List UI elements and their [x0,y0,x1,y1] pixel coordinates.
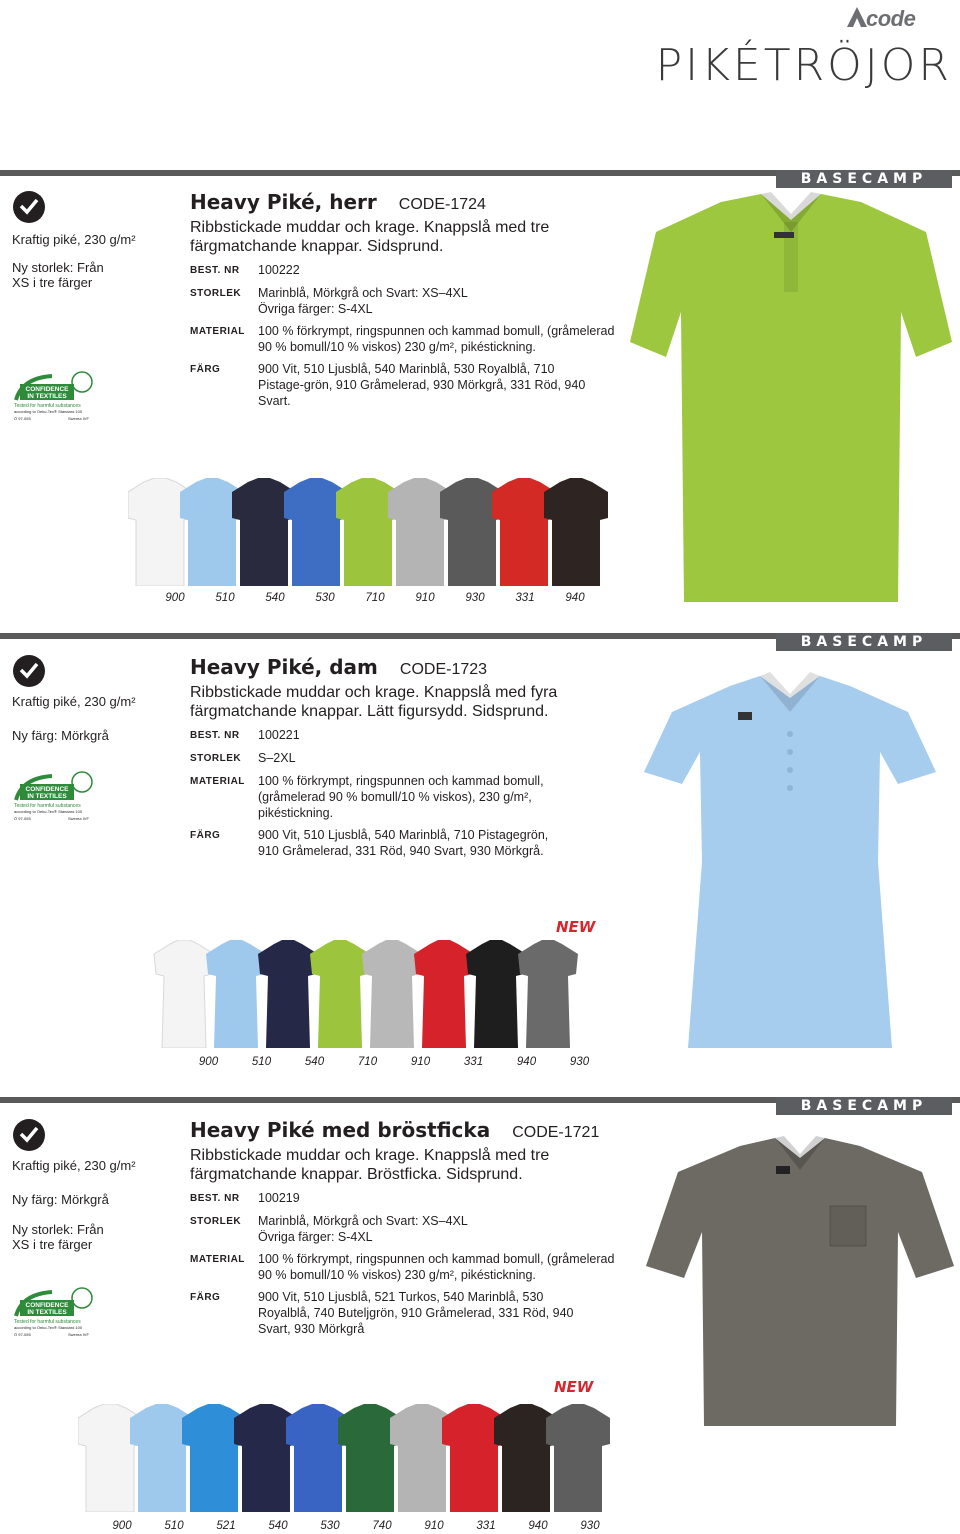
spec-value: Marinblå, Mörkgrå och Svart: XS–4XL Övriga färger: S-4XL [258,1214,468,1244]
quality-check-icon [12,1118,46,1152]
product-description: Ribbstickade muddar och krage. Knappslå med fyra färgmatchande knappar. Lätt figursydd. Sidsprund. [190,684,558,720]
color-code: 331 [476,1520,496,1532]
spec-row [190,1213,620,1245]
color-code: 710 [365,592,385,604]
spec-label: FÄRG [190,1292,221,1303]
oeko-line3: Tested for harmful substances [14,403,81,409]
oeko-line3: Tested for harmful substances [14,1319,81,1325]
color-code: 521 [216,1520,236,1532]
quality-check-icon [12,190,46,224]
spec-row [190,361,620,409]
color-swatches [128,478,628,588]
color-code: 900 [198,1056,219,1068]
spec-value: 100 % förkrympt, ringspunnen och kammad bomull, (gråmelerad 90 % bomull/10 % viskos) 230 g/m², pikéstickning. [258,324,615,354]
color-code: 331 [515,592,535,604]
color-code: 940 [516,1056,537,1068]
spec-label: MATERIAL [190,326,245,337]
oeko-line4: according to Oeko-Tex® Standard 100 [14,1325,83,1330]
oeko-line2: IN TEXTILES [27,793,67,800]
oeko-tex-logo-icon [12,370,96,422]
color-code: 510 [251,1056,272,1068]
new-color-info: Ny färg: Mörkgrå [12,728,109,743]
color-code: 331 [463,1056,484,1068]
swatch-shirt [516,940,580,1048]
spec-row [190,1190,620,1207]
product-title [190,190,620,214]
color-code: 510 [164,1520,184,1532]
brand-logo [846,4,954,32]
size-info: Ny storlek: Från XS i tre färger [12,1222,104,1252]
new-color-info: Ny färg: Mörkgrå [12,1192,109,1207]
spec-value: S–2XL [258,751,296,765]
color-swatches [152,940,652,1050]
weight-info: Kraftig piké, 230 g/m² [12,694,136,709]
swatch-shirt [544,478,608,586]
quality-check-icon [12,654,46,688]
spec-label: STORLEK [190,1216,242,1227]
spec-value: 100219 [258,1191,300,1205]
page-title: PIKÉTRÖJOR [655,40,952,91]
new-badge: NEW [556,918,596,936]
color-code: 540 [265,592,285,604]
spec-row [190,1289,620,1337]
spec-value: 900 Vit, 510 Ljusblå, 521 Turkos, 540 Marinblå, 530 Royalblå, 740 Buteljgrön, 910 Gråmelerad, 331 Röd, 940 Svart, 930 Mörkgrå [258,1290,574,1336]
basecamp-badge: BASECAMP [776,170,952,188]
hero-shirt-image [626,192,952,612]
oeko-line1: CONFIDENCE [25,1302,69,1309]
spec-row [190,773,620,821]
product-description: Ribbstickade muddar och krage. Knappslå med tre färgmatchande knappar. Sidsprund. [190,219,550,255]
color-code: 930 [569,1056,590,1068]
color-code-row [182,1056,606,1068]
oeko-tex-logo-icon [12,770,96,822]
color-code-row [96,1520,616,1532]
product-title [190,655,620,679]
product-code: CODE-1724 [398,196,486,213]
product-code: CODE-1721 [512,1124,600,1141]
spec-value: 900 Vit, 510 Ljusblå, 540 Marinblå, 530 Royalblå, 710 Pistage-grön, 910 Gråmelerad, 930 Mörkgrå, 331 Röd, 940 Svart. [258,362,586,408]
color-code: 900 [165,592,185,604]
spec-label: MATERIAL [190,776,245,787]
product-code: CODE-1723 [399,661,488,678]
logo-mark-icon [846,6,868,28]
color-code: 530 [315,592,335,604]
oeko-line1: CONFIDENCE [25,386,69,393]
spec-label: FÄRG [190,364,221,375]
spec-label: FÄRG [190,830,221,841]
spec-value: 100222 [258,263,300,277]
logo-text: code [866,6,916,31]
spec-row [190,750,620,767]
product-name: Heavy Piké, dam [190,655,378,679]
spec-label: BEST. NR [190,265,240,276]
product-title [190,1118,620,1142]
swatch-shirt [546,1404,610,1512]
color-code: 900 [112,1520,132,1532]
spec-label: BEST. NR [190,1193,240,1204]
color-code: 940 [565,592,585,604]
spec-row [190,323,620,355]
spec-row [190,827,620,859]
color-code: 510 [215,592,235,604]
color-code-row [150,592,600,604]
basecamp-badge: BASECAMP [776,633,952,651]
oeko-line2: IN TEXTILES [27,393,67,400]
oeko-line3: Tested for harmful substances [14,803,81,809]
product-details [190,1118,620,1337]
new-badge: NEW [554,1378,594,1396]
oeko-tex-logo-icon [12,1286,96,1338]
color-code: 910 [410,1056,431,1068]
oeko-line1: CONFIDENCE [25,786,69,793]
oeko-line4: according to Oeko-Tex® Standard 100 [14,809,83,814]
color-code: 940 [528,1520,548,1532]
oeko-line2: IN TEXTILES [27,1309,67,1316]
oeko-line6: Swerea IVF [68,816,89,821]
color-code: 740 [372,1520,392,1532]
spec-value: 100 % förkrympt, ringspunnen och kammad bomull, (gråmelerad 90 % bomull/10 % viskos) 230 g/m², pikéstickning. [258,1252,615,1282]
spec-label: MATERIAL [190,1254,245,1265]
spec-row [190,727,620,744]
hero-shirt-image [640,672,940,1056]
spec-row [190,285,620,317]
spec-row [190,1251,620,1283]
product-details [190,655,620,859]
product-description: Ribbstickade muddar och krage. Knappslå med tre färgmatchande knappar. Bröstficka. Sidsprund. [190,1147,550,1183]
basecamp-badge: BASECAMP [776,1097,952,1115]
spec-value: 900 Vit, 510 Ljusblå, 540 Marinblå, 710 Pistagegrön, 910 Gråmelerad, 331 Röd, 940 Svart, 930 Mörkgrå. [258,828,549,858]
product-name: Heavy Piké med bröstficka [190,1118,491,1142]
color-swatches [78,1404,638,1514]
color-code: 910 [424,1520,444,1532]
spec-value: Marinblå, Mörkgrå och Svart: XS–4XL Övriga färger: S-4XL [258,286,468,316]
oeko-line6: Swerea IVF [68,1332,89,1337]
oeko-line6: Swerea IVF [68,416,89,421]
color-code: 930 [465,592,485,604]
product-name: Heavy Piké, herr [190,190,377,214]
product-details [190,190,620,409]
oeko-line5: Ö 97-055 [14,1332,31,1337]
weight-info: Kraftig piké, 230 g/m² [12,1158,136,1173]
oeko-line5: Ö 97-055 [14,816,31,821]
color-code: 530 [320,1520,340,1532]
spec-label: BEST. NR [190,730,240,741]
spec-value: 100 % förkrympt, ringspunnen och kammad bomull, (gråmelerad 90 % bomull/10 % viskos), 230 g/m², pikéstickning. [258,774,544,820]
hero-shirt-image [640,1136,956,1426]
color-code: 540 [304,1056,325,1068]
color-code: 710 [357,1056,378,1068]
spec-label: STORLEK [190,753,242,764]
oeko-line4: according to Oeko-Tex® Standard 100 [14,409,83,414]
color-code: 910 [415,592,435,604]
spec-row [190,262,620,279]
spec-value: 100221 [258,728,300,742]
size-info: Ny storlek: Från XS i tre färger [12,260,104,290]
spec-label: STORLEK [190,288,242,299]
weight-info: Kraftig piké, 230 g/m² [12,232,136,247]
oeko-line5: Ö 97-055 [14,416,31,421]
color-code: 540 [268,1520,288,1532]
color-code: 930 [580,1520,600,1532]
